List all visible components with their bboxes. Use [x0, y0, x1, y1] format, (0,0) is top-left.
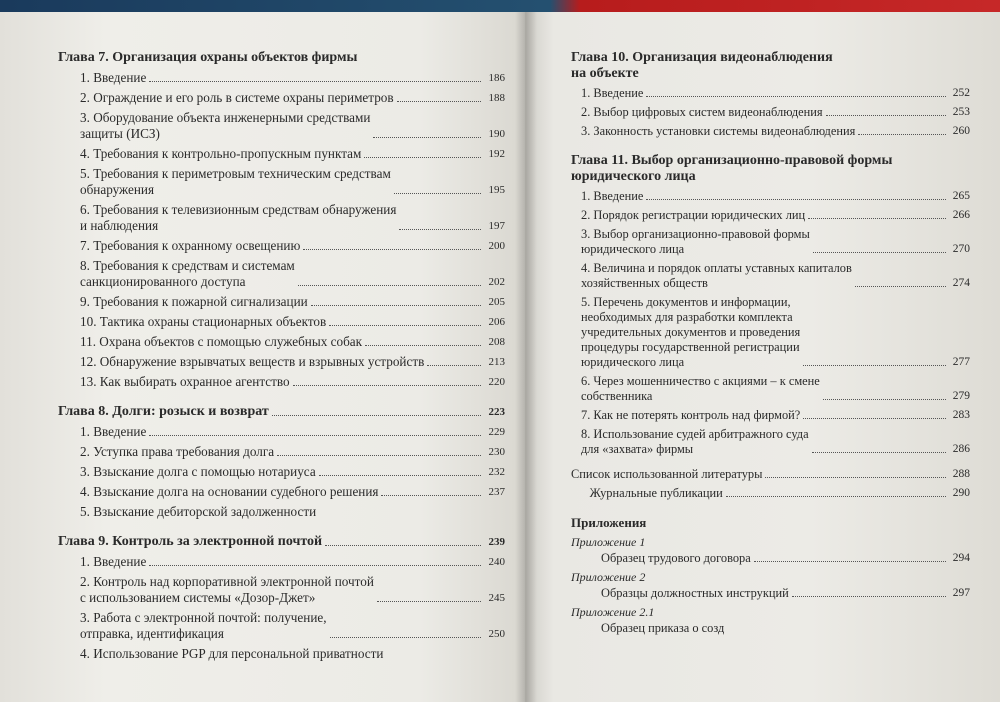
chapter-entries — [58, 424, 505, 520]
toc-entry-title: 13. Как выбирать охранное агентство — [80, 374, 290, 389]
toc-entry-title: 3. Работа с электронной почтой: получение, отправка, идентификация — [80, 610, 327, 641]
toc-entry — [571, 374, 970, 404]
page-number: 250 — [488, 628, 505, 640]
toc-entry-title: 7. Требования к охранному освещению — [80, 238, 301, 253]
page-number: 200 — [488, 240, 505, 252]
leader-dots — [427, 365, 481, 366]
toc-entry-title: 12. Обнаружение взрывчатых веществ и взрывных устройств — [80, 354, 425, 369]
toc-entry-title: 1. Введение — [581, 86, 644, 100]
leader-dots — [646, 96, 946, 97]
page-number: 260 — [952, 125, 970, 137]
page-number: 220 — [488, 376, 505, 388]
toc-entry-title: 5. Требования к периметровым техническим средствам обнаружения — [80, 166, 391, 197]
leader-dots — [399, 229, 481, 230]
page-number: 237 — [488, 486, 505, 498]
leader-dots — [293, 385, 481, 386]
chapter-heading-title: Глава 11. Выбор организационно-правовой формы юридического лица — [571, 153, 893, 184]
toc-entry — [58, 334, 505, 350]
toc-entry — [571, 208, 970, 223]
page-number: 197 — [488, 220, 505, 232]
leader-dots — [381, 495, 481, 496]
toc-entry — [58, 70, 505, 86]
page-number: 239 — [488, 536, 505, 548]
page-number: 252 — [952, 87, 970, 99]
chapter-heading — [58, 404, 505, 420]
page-number: 195 — [488, 184, 505, 196]
leader-dots — [149, 565, 481, 566]
page-number: 288 — [952, 468, 970, 480]
page-number: 265 — [952, 190, 970, 202]
toc-entry-title: 4. Величина и порядок оплаты уставных капиталов хозяйственных обществ — [581, 261, 852, 290]
toc-entry — [58, 258, 505, 290]
left-page — [0, 12, 525, 702]
toc-entry — [58, 294, 505, 310]
toc-entry — [571, 86, 970, 101]
toc-entry-title: 5. Перечень документов и информации, необходимых для разработки комплекта учредительных документов и проведения процедуры государственной регистрации юридического лица — [581, 295, 801, 369]
leader-dots — [726, 496, 946, 497]
leader-dots — [277, 455, 481, 456]
toc-entry-title: 8. Требования к средствам и системам санкционированного доступа — [80, 258, 295, 289]
toc-entry-title: 3. Выбор организационно-правовой формы юридического лица — [581, 227, 810, 256]
toc-entry — [58, 166, 505, 198]
toc-entry-title: 3. Взыскание долга с помощью нотариуса — [80, 464, 316, 479]
toc-entry-title: 4. Взыскание долга на основании судебного решения — [80, 484, 379, 499]
chapter-heading — [571, 50, 970, 82]
toc-entry-title: 2. Контроль над корпоративной электронной почтой с использованием системы «Дозор-Джет» — [80, 574, 374, 605]
toc-entry-title: 2. Порядок регистрации юридических лиц — [581, 208, 806, 222]
toc-entry — [58, 504, 505, 520]
chapter-heading — [58, 50, 505, 66]
toc-entry — [571, 124, 970, 139]
toc-entry-title: 1. Введение — [80, 424, 147, 439]
toc-entry — [58, 554, 505, 570]
toc-entry-title: 3. Законность установки системы видеонаблюдения — [581, 124, 856, 138]
chapter-entries — [58, 554, 505, 662]
leader-dots — [377, 601, 481, 602]
page-number: 232 — [488, 466, 505, 478]
toc-entry — [58, 610, 505, 642]
chapter-heading-title: Глава 7. Организация охраны объектов фирмы — [58, 50, 358, 65]
leader-dots — [803, 365, 946, 366]
toc-entry-title: 7. Как не потерять контроль над фирмой? — [581, 408, 801, 422]
page-number: 286 — [952, 443, 970, 455]
bibliography-entry-title: Список использованной литературы — [571, 467, 763, 481]
leader-dots — [858, 134, 946, 135]
toc-entry — [571, 261, 970, 291]
page-number: 290 — [952, 487, 970, 499]
page-number: 283 — [952, 409, 970, 421]
right-toc — [571, 50, 970, 636]
toc-entry — [571, 227, 970, 257]
book-gutter — [515, 12, 537, 702]
chapter-entries — [58, 70, 505, 390]
chapter-heading-title: Глава 10. Организация видеонаблюдения на объекте — [571, 50, 833, 81]
leader-dots — [319, 475, 481, 476]
page-number: 270 — [952, 243, 970, 255]
toc-entry-title: 6. Требования к телевизионным средствам обнаружения и наблюдения — [80, 202, 397, 233]
toc-entry-title: 5. Взыскание дебиторской задолженности — [80, 504, 317, 519]
page-number: 208 — [488, 336, 505, 348]
toc-entry — [58, 484, 505, 500]
chapter-heading — [58, 534, 505, 550]
toc-entry — [58, 424, 505, 440]
leader-dots — [765, 477, 946, 478]
appendix-label: Приложение 2 — [571, 570, 646, 584]
toc-entry-title: 6. Через мошенничество с акциями – к смене собственника — [581, 374, 820, 403]
page-number: 277 — [952, 356, 970, 368]
leader-dots — [826, 115, 946, 116]
leader-dots — [325, 545, 481, 546]
toc-entry — [571, 408, 970, 423]
leader-dots — [311, 305, 481, 306]
leader-dots — [792, 596, 946, 597]
toc-entry-title: 2. Выбор цифровых систем видеонаблюдения — [581, 105, 823, 119]
page-number: 253 — [952, 106, 970, 118]
page-number: 223 — [488, 406, 505, 418]
page-number: 245 — [488, 592, 505, 604]
toc-entry-title: 4. Требования к контрольно-пропускным пунктам — [80, 146, 362, 161]
leader-dots — [272, 415, 481, 416]
leader-dots — [364, 157, 481, 158]
leader-dots — [813, 252, 946, 253]
toc-entry — [58, 110, 505, 142]
toc-entry — [58, 238, 505, 254]
toc-entry-title: 1. Введение — [80, 554, 147, 569]
leader-dots — [397, 101, 481, 102]
appendix-heading: Приложения — [571, 515, 647, 530]
right-page — [525, 12, 1000, 702]
chapter-entries — [571, 189, 970, 457]
toc-entry — [58, 202, 505, 234]
appendix-entry-title: Образец приказа о созд — [601, 621, 725, 635]
appendix-entry — [571, 551, 970, 566]
toc-entry — [571, 189, 970, 204]
appendix-entry-title: Образцы должностных инструкций — [601, 586, 789, 600]
leader-dots — [329, 325, 481, 326]
leader-dots — [803, 418, 946, 419]
bibliography-entry — [571, 467, 970, 482]
page-number: 188 — [488, 92, 505, 104]
leader-dots — [812, 452, 946, 453]
leader-dots — [303, 249, 481, 250]
appendix-entry-title: Образец трудового договора — [601, 551, 751, 565]
leader-dots — [149, 435, 481, 436]
toc-entry-title: 4. Использование PGP для персональной приватности — [80, 646, 384, 661]
page-number: 205 — [488, 296, 505, 308]
appendix-label: Приложение 2.1 — [571, 605, 655, 619]
leader-dots — [855, 286, 946, 287]
toc-entry — [58, 464, 505, 480]
page-number: 202 — [488, 276, 505, 288]
toc-entry-title: 10. Тактика охраны стационарных объектов — [80, 314, 327, 329]
page-number: 186 — [488, 72, 505, 84]
leader-dots — [330, 637, 481, 638]
leader-dots — [808, 218, 946, 219]
chapter-heading-title: Глава 8. Долги: розыск и возврат — [58, 404, 269, 419]
toc-entry-title: 11. Охрана объектов с помощью служебных собак — [80, 334, 363, 349]
toc-entry-title: 1. Введение — [80, 70, 147, 85]
page-number: 230 — [488, 446, 505, 458]
page-number: 279 — [952, 390, 970, 402]
leader-dots — [373, 137, 481, 138]
page-number: 206 — [488, 316, 505, 328]
chapter-entries — [571, 86, 970, 139]
toc-entry — [58, 314, 505, 330]
left-toc — [58, 50, 505, 662]
bibliography-entry-title: Журнальные публикации — [571, 486, 723, 500]
toc-entry-title: 2. Ограждение и его роль в системе охраны периметров — [80, 90, 394, 105]
toc-entry — [58, 646, 505, 662]
toc-entry-title: 8. Использование судей арбитражного суда для «захвата» фирмы — [581, 427, 809, 456]
leader-dots — [298, 285, 481, 286]
leader-dots — [754, 561, 946, 562]
toc-entry — [58, 354, 505, 370]
appendix-entry — [571, 621, 970, 636]
toc-entry-title: 9. Требования к пожарной сигнализации — [80, 294, 308, 309]
toc-entry-title: 3. Оборудование объекта инженерными средствами защиты (ИСЗ) — [80, 110, 371, 141]
page-number: 297 — [952, 587, 970, 599]
page-number: 294 — [952, 552, 970, 564]
leader-dots — [365, 345, 481, 346]
leader-dots — [394, 193, 481, 194]
toc-entry — [58, 146, 505, 162]
chapter-heading — [571, 153, 970, 185]
bibliography-entry — [571, 486, 970, 501]
toc-entry-title: 1. Введение — [581, 189, 644, 203]
toc-entry — [571, 105, 970, 120]
page-number: 274 — [952, 277, 970, 289]
toc-entry — [58, 90, 505, 106]
toc-entry — [58, 444, 505, 460]
toc-entry — [571, 295, 970, 370]
toc-entry — [571, 427, 970, 457]
toc-entry — [58, 574, 505, 606]
leader-dots — [823, 399, 946, 400]
appendix-label: Приложение 1 — [571, 535, 646, 549]
page-number: 192 — [488, 148, 505, 160]
appendix-entry — [571, 586, 970, 601]
leader-dots — [149, 81, 481, 82]
leader-dots — [646, 199, 946, 200]
toc-entry-title: 2. Уступка права требования долга — [80, 444, 275, 459]
page-number: 266 — [952, 209, 970, 221]
page-number: 213 — [488, 356, 505, 368]
page-number: 229 — [488, 426, 505, 438]
chapter-heading-title: Глава 9. Контроль за электронной почтой — [58, 534, 323, 549]
page-number: 240 — [488, 556, 505, 568]
page-number: 190 — [488, 128, 505, 140]
toc-entry — [58, 374, 505, 390]
